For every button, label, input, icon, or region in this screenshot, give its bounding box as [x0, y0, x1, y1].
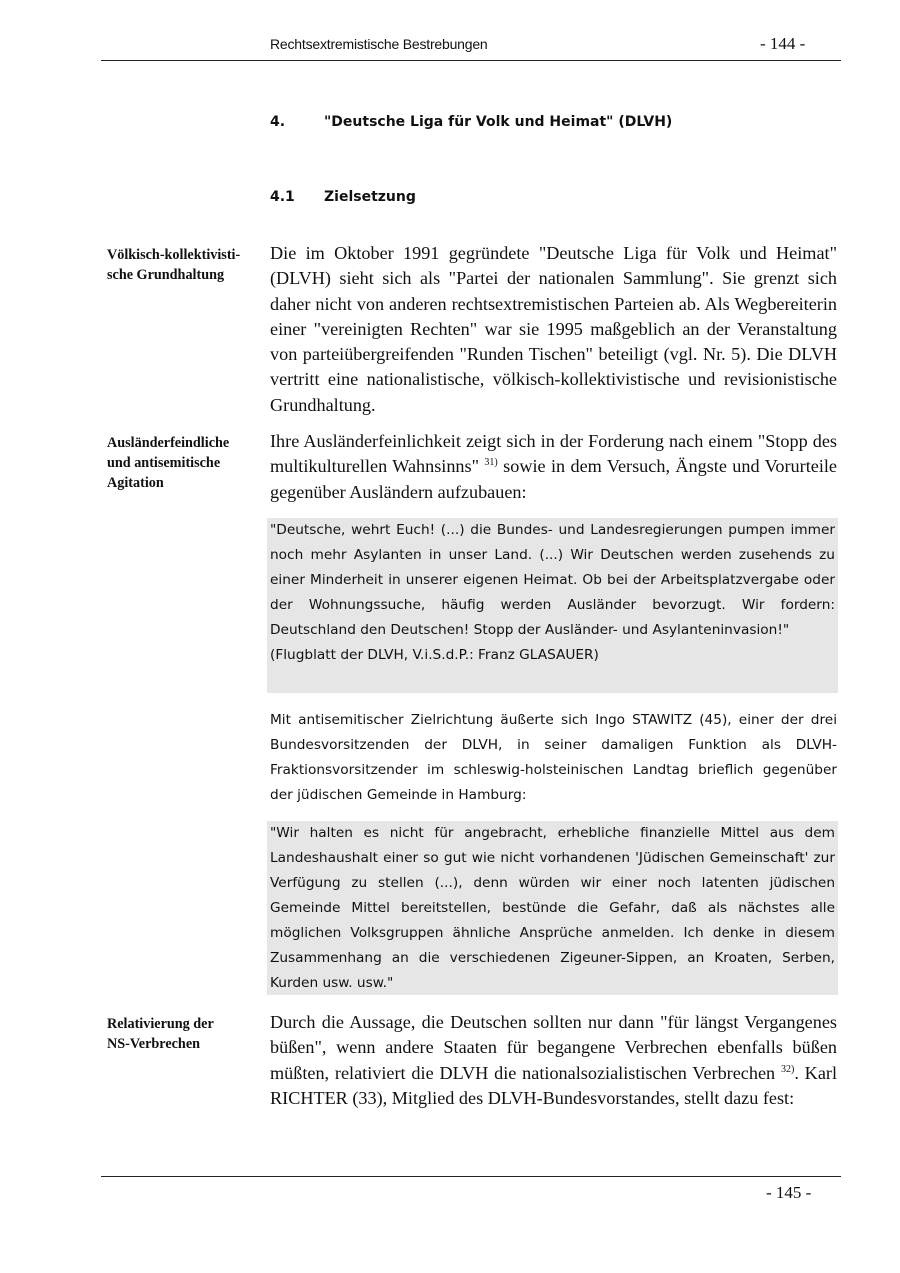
margin-note-line: Ausländerfeindliche	[107, 435, 230, 451]
paragraph-text: . Karl RICHTER (33), Mitglied des DLVH-Bundesvorstandes, stellt dazu fest:	[270, 1062, 837, 1108]
subsection-title: Zielsetzung	[324, 189, 416, 205]
paragraph-zielsetzung: Die im Oktober 1991 gegründete "Deutsche Liga für Volk und Heimat" (DLVH) sieht sich als "Partei der nationalen Sammlung". Sie grenzt sich daher nicht von anderen rechtsextremistischen Parteien ab. Als Wegbereiterin einer "vereinigten Rechten" war sie 1995 maßgeblich an der Veranstaltung von parteiübergreifenden "Runden Tischen" beteiligt (vgl. Nr. 5). Die DLVH vertritt eine nationalistische, völkisch-kollektivistische und revisionistische Grundhaltung.	[270, 243, 837, 415]
quote-text: "Deutsche, wehrt Euch! (...) die Bundes- und Landesregierungen pumpen immer noch mehr Asylanten in unser Land. (...) Wir Deutschen werden zusehends zu einer Minderheit in unserer eigenen Heimat. Ob bei der Arbeitsplatzvergabe oder der Wohnungssuche, häufig werden Ausländer bevorzugt. Wir fordern: Deutschland den Deutschen! Stopp der Ausländer- und Asylanteninvasion!"	[270, 522, 835, 638]
margin-note-line: und antisemitische	[107, 455, 221, 471]
paragraph-text: sowie in dem Versuch, Ängste und Vorurteile gegenüber Ausländern aufzubauen:	[270, 456, 838, 502]
margin-note-line: Relativierung der	[107, 1016, 214, 1032]
quote-flugblatt	[267, 518, 838, 693]
footer-rule	[101, 1176, 841, 1177]
header-page-number: - 144 -	[760, 34, 806, 53]
paragraph-stawitz: Mit antisemitischer Zielrichtung äußerte sich Ingo STAWITZ (45), einer der drei Bundesvorsitzenden der DLVH, in seiner damaligen Funktion als DLVH-Fraktionsvorsitzender im schleswig-holsteinischen Landtag brieflich gegenüber der jüdischen Gemeinde in Hamburg:	[270, 712, 837, 803]
running-title: Rechtsextremistische Bestrebungen	[270, 36, 488, 52]
quote-stawitz	[267, 821, 838, 995]
header-rule	[101, 60, 841, 61]
margin-note-line: Völkisch-kollektivisti-	[107, 247, 241, 263]
margin-note-line: NS-Verbrechen	[107, 1036, 201, 1052]
paragraph-auslaenderfeindlichkeit	[270, 429, 837, 505]
section-number: 4.	[270, 114, 286, 130]
paragraph-relativierung	[270, 1010, 837, 1111]
paragraph-text: Durch die Aussage, die Deutschen sollten nur dann "für längst Vergangenes büßen", wenn andere Staaten für begangene Verbrechen ebenfalls büßen müßten, relativiert die DLVH die nationalsozialistischen Verbrechen	[270, 1012, 837, 1083]
footer-page-number: - 145 -	[766, 1183, 812, 1202]
subsection-number: 4.1	[270, 189, 295, 205]
margin-note-auslaenderfeindlich	[107, 433, 257, 493]
margin-note-relativierung	[107, 1014, 257, 1054]
footnote-ref: 32)	[780, 1063, 795, 1075]
quote-text: "Wir halten es nicht für angebracht, erhebliche finanzielle Mittel aus dem Landeshaushalt einer so gut wie nicht vorhandenen 'Jüdischen Gemeinschaft' zur Verfügung zu stellen (...), denn würden wir einer noch latenten jüdischen Gemeinde Mittel bereitstellen, bestünde die Gefahr, daß als nächstes alle möglichen Volksgruppen ähnliche Ansprüche anmelden. Ich denke in diesem Zusammenhang an die verschiedenen Zigeuner-Sippen, an Kroaten, Serben, Kurden usw. usw."	[270, 825, 835, 991]
quote-source: (Flugblatt der DLVH, V.i.S.d.P.: Franz GLASAUER)	[270, 647, 599, 663]
margin-note-line: Agitation	[107, 475, 164, 491]
paragraph-text: Ihre Ausländerfeinlichkeit zeigt sich in der Forderung nach einem "Stopp des multikulturellen Wahnsinns"	[270, 431, 837, 477]
margin-note-line: sche Grundhaltung	[107, 267, 225, 283]
footnote-ref: 31)	[484, 457, 498, 469]
margin-note-voelkisch	[107, 245, 257, 285]
section-title: "Deutsche Liga für Volk und Heimat" (DLVH)	[324, 114, 673, 130]
